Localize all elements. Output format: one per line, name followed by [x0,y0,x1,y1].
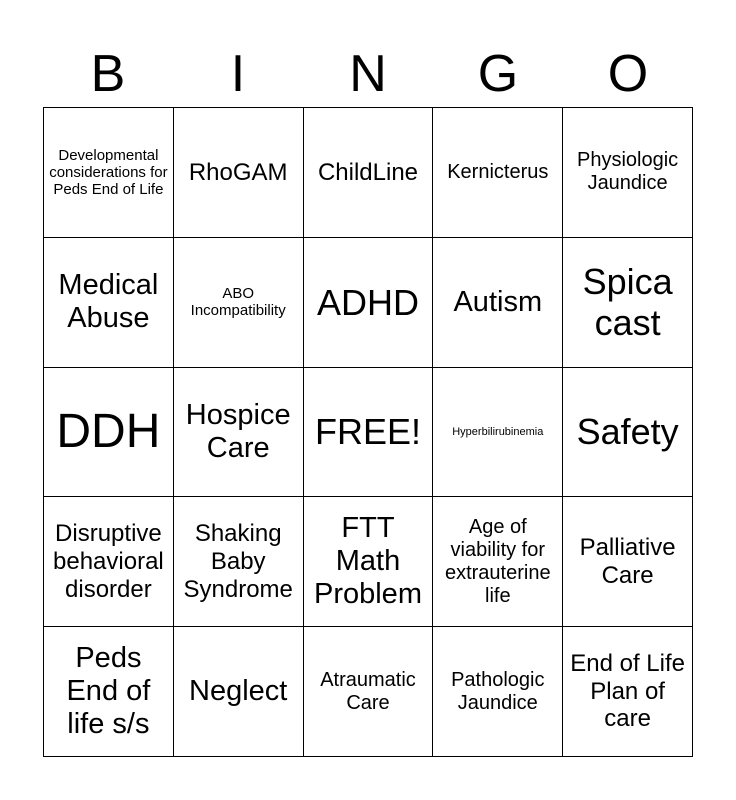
bingo-cell[interactable]: DDH [44,368,174,498]
bingo-cell[interactable]: ChildLine [304,108,434,238]
bingo-cell[interactable]: Developmental considerations for Peds End of Life [44,108,174,238]
bingo-cell[interactable]: Hyperbilirubinemia [433,368,563,498]
bingo-cell[interactable]: End of Life Plan of care [563,627,693,757]
bingo-cell[interactable]: Spica cast [563,238,693,368]
bingo-cell[interactable]: RhoGAM [174,108,304,238]
header-letter-g: G [477,45,519,103]
bingo-cell[interactable]: ADHD [304,238,434,368]
bingo-cell[interactable]: Hospice Care [174,368,304,498]
bingo-cell[interactable]: Shaking Baby Syndrome [174,497,304,627]
bingo-cell[interactable]: Autism [433,238,563,368]
bingo-cell[interactable]: Atraumatic Care [304,627,434,757]
header-letter-i: I [230,45,246,103]
bingo-cell[interactable]: Disruptive behavioral disorder [44,497,174,627]
bingo-grid [43,107,693,757]
bingo-cell[interactable]: Kernicterus [433,108,563,238]
bingo-cell[interactable]: Medical Abuse [44,238,174,368]
bingo-cell[interactable]: Age of viability for extrauterine life [433,497,563,627]
bingo-cell[interactable]: Peds End of life s/s [44,627,174,757]
bingo-cell[interactable]: Safety [563,368,693,498]
bingo-cell[interactable]: FTT Math Problem [304,497,434,627]
bingo-header [43,40,693,108]
header-letter-o: O [607,45,649,103]
bingo-cell[interactable]: Physiologic Jaundice [563,108,693,238]
header-letter-b: B [90,45,126,103]
bingo-cell[interactable]: Neglect [174,627,304,757]
bingo-cell[interactable]: ABO Incompatibility [174,238,304,368]
bingo-cell-free[interactable]: FREE! [304,368,434,498]
header-letter-n: N [349,45,387,103]
bingo-cell[interactable]: Palliative Care [563,497,693,627]
bingo-cell[interactable]: Pathologic Jaundice [433,627,563,757]
